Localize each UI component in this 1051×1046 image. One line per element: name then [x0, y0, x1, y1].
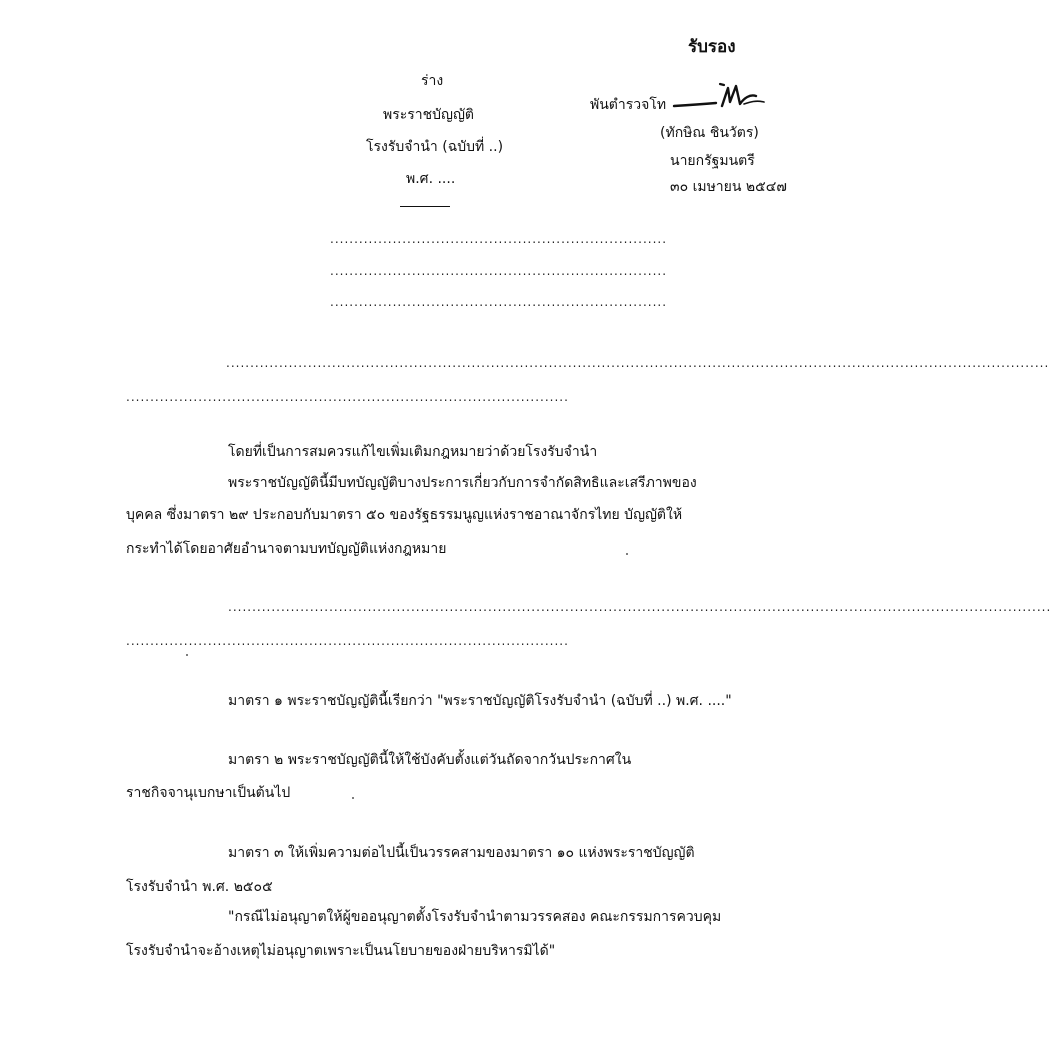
approval-date: ๓๐ เมษายน ๒๕๔๗: [670, 179, 787, 195]
dotted-line: ...........................................................................................................................................................................: [228, 600, 1051, 614]
scan-speck: [186, 654, 188, 656]
preamble-line: บุคคล ซึ่งมาตรา ๒๙ ประกอบกับมาตรา ๕๐ ของรัฐธรรมนูญแห่งราชอาณาจักรไทย บัญญัติให้: [126, 507, 683, 523]
section-3-line: โรงรับจำนำ พ.ศ. ๒๕๐๕: [126, 879, 273, 895]
dotted-line: ......................................................................: [330, 295, 668, 309]
approver-name: (ทักษิณ ชินวัตร): [660, 125, 759, 141]
preamble-line: กระทำได้โดยอาศัยอำนาจตามบทบัญญัติแห่งกฎหมาย: [126, 541, 447, 557]
dotted-line: ......................................................................: [330, 232, 668, 246]
section-3-quote: โรงรับจำนำจะอ้างเหตุไม่อนุญาตเพราะเป็นนโยบายของฝ่ายบริหารมิได้": [126, 943, 556, 959]
act-title: โรงรับจำนำ (ฉบับที่ ..): [366, 139, 504, 155]
dotted-line: ......................................................................: [330, 264, 668, 278]
dotted-line: ............................................................................................: [126, 390, 569, 404]
approver-rank: พันตำรวจโท: [590, 97, 667, 113]
approval-label: รับรอง: [688, 37, 736, 57]
section-1: มาตรา ๑ พระราชบัญญัตินี้เรียกว่า "พระราชบัญญัติโรงรับจำนำ (ฉบับที่ ..) พ.ศ. ....": [228, 693, 732, 709]
signature-image: [672, 78, 770, 116]
header-divider: [400, 206, 450, 207]
approver-position: นายกรัฐมนตรี: [670, 153, 755, 169]
scan-speck: [626, 553, 628, 555]
act-year: พ.ศ. ....: [406, 171, 456, 187]
preamble-line: พระราชบัญญัตินี้มีบทบัญญัติบางประการเกี่ยวกับการจำกัดสิทธิและเสรีภาพของ: [228, 475, 697, 491]
dotted-line: ...........................................................................................................................................................................: [226, 356, 1050, 370]
draft-label: ร่าง: [421, 73, 444, 89]
act-type: พระราชบัญญัติ: [383, 107, 474, 123]
scan-speck: [352, 797, 354, 799]
section-3-quote: "กรณีไม่อนุญาตให้ผู้ขออนุญาตตั้งโรงรับจำนำตามวรรคสอง คณะกรรมการควบคุม: [228, 909, 722, 925]
preamble-reason: โดยที่เป็นการสมควรแก้ไขเพิ่มเติมกฎหมายว่าด้วยโรงรับจำนำ: [228, 444, 598, 460]
section-3-line: มาตรา ๓ ให้เพิ่มความต่อไปนี้เป็นวรรคสามของมาตรา ๑๐ แห่งพระราชบัญญัติ: [228, 845, 695, 861]
dotted-line: ............................................................................................: [126, 634, 569, 648]
section-2-line: ราชกิจจานุเบกษาเป็นต้นไป: [126, 785, 291, 801]
section-2-line: มาตรา ๒ พระราชบัญญัตินี้ให้ใช้บังคับตั้งแต่วันถัดจากวันประกาศใน: [228, 752, 632, 768]
